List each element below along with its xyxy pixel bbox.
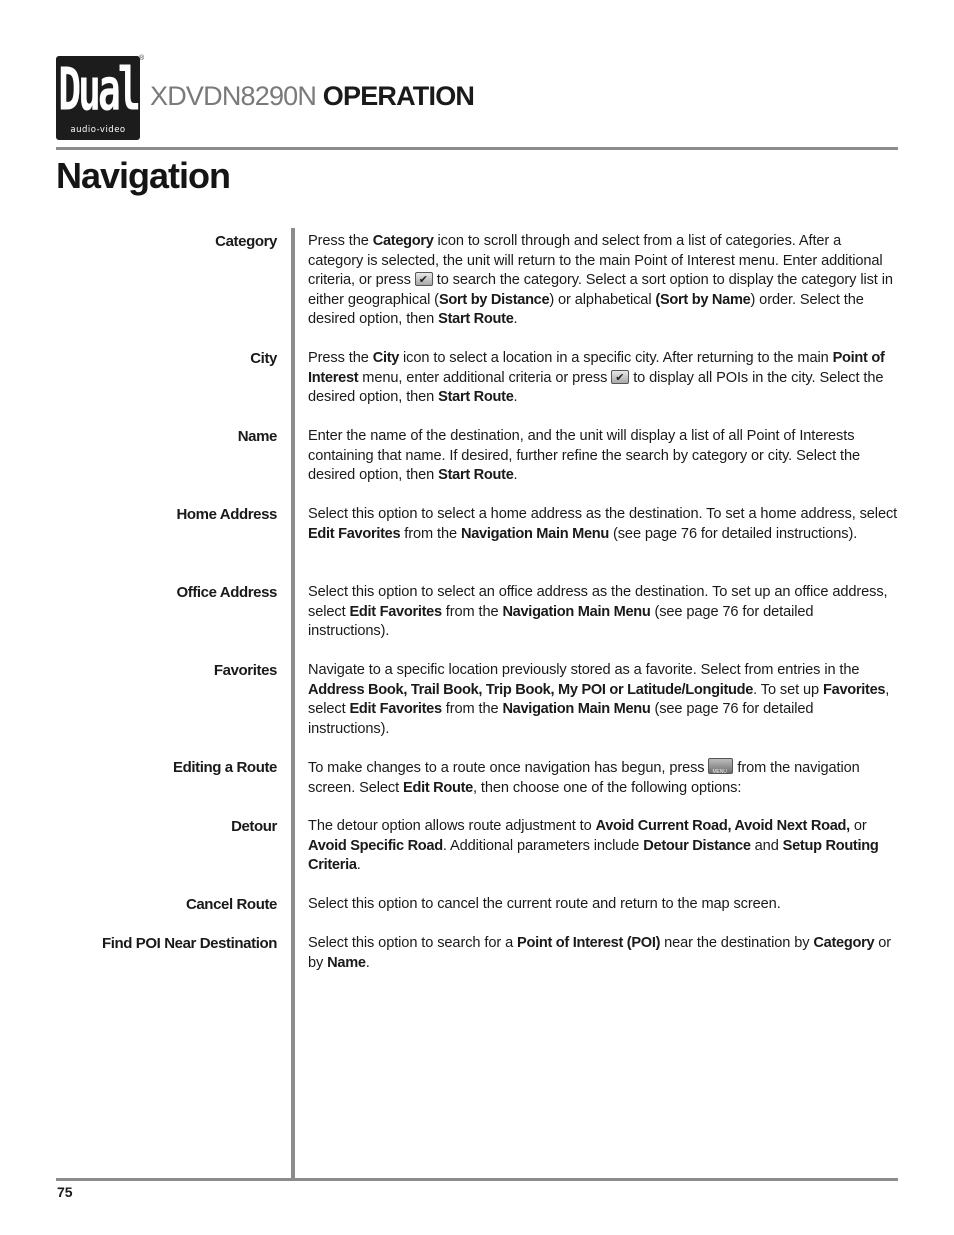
text-run: Press the bbox=[308, 350, 373, 366]
dual-logo bbox=[56, 56, 140, 140]
text-run: from the bbox=[441, 701, 503, 717]
bold-term: Favorites bbox=[823, 681, 886, 698]
definition-description bbox=[308, 505, 898, 544]
definition-term: Name bbox=[237, 428, 277, 445]
column-divider bbox=[291, 228, 295, 1178]
bold-term: Edit Route bbox=[403, 779, 473, 796]
text-run: ) order. Select the desired option, then bbox=[308, 291, 864, 327]
definition-term: Detour bbox=[231, 818, 277, 835]
text-run: to search the category. Select a sort option to display the category list in either geographical ( bbox=[308, 272, 893, 308]
bold-term: City bbox=[372, 350, 400, 366]
bold-term: Edit Favorites bbox=[349, 701, 442, 717]
page-number: 75 bbox=[57, 1184, 73, 1200]
text-run: icon to select a location in a specific city. After returning to the main bbox=[399, 350, 833, 366]
text-run: . bbox=[513, 467, 518, 483]
bold-term: Start Route bbox=[438, 467, 514, 483]
bold-term: Category bbox=[372, 233, 434, 249]
definition-description bbox=[308, 427, 898, 486]
bold-term: Start Route bbox=[438, 311, 514, 327]
definition-term: Office Address bbox=[176, 584, 277, 601]
text-run: near the destination by bbox=[660, 935, 814, 951]
bold-term: Sort by Distance bbox=[438, 291, 550, 308]
text-run: Select this option to search for a bbox=[308, 935, 518, 951]
bold-term: Point of Interest bbox=[308, 350, 885, 386]
model-number: XDVDN8290N bbox=[150, 81, 317, 111]
text-run: , then choose one of the following options: bbox=[473, 779, 742, 796]
bold-term: Setup Routing Criteria bbox=[308, 837, 879, 873]
bold-term: Edit Favorites bbox=[308, 525, 401, 542]
definition-description bbox=[308, 661, 898, 739]
text-run: . bbox=[513, 311, 518, 327]
bold-term: Edit Favorites bbox=[349, 603, 442, 620]
text-run: (see page 76 for detailed instructions). bbox=[308, 603, 814, 639]
text-run: ) or alphabetical bbox=[549, 291, 656, 308]
text-run: and bbox=[750, 837, 783, 854]
text-run: . To set up bbox=[753, 681, 824, 698]
definition-description bbox=[308, 758, 898, 798]
definition-description bbox=[308, 232, 898, 330]
text-run: (see page 76 for detailed instructions). bbox=[308, 701, 814, 737]
logo-subtext: audio-video bbox=[70, 125, 126, 135]
bold-term: Navigation Main Menu bbox=[502, 701, 651, 717]
text-run: from the bbox=[441, 603, 503, 620]
bold-term: (Sort by Name bbox=[655, 291, 751, 308]
text-run: from the bbox=[400, 525, 461, 542]
bold-term: Navigation Main Menu bbox=[460, 525, 610, 542]
definition-term: Cancel Route bbox=[185, 896, 277, 913]
text-run: . bbox=[365, 954, 370, 971]
text-run: or by bbox=[308, 935, 892, 971]
menu-button-icon bbox=[708, 758, 733, 774]
text-run: (see page 76 for detailed instructions). bbox=[609, 525, 858, 542]
text-run: The detour option allows route adjustment to bbox=[308, 818, 596, 834]
checkmark-button-icon bbox=[415, 272, 433, 286]
top-rule bbox=[56, 147, 898, 150]
bold-term: Avoid Current Road, Avoid Next Road, bbox=[595, 818, 850, 834]
definition-description bbox=[308, 583, 898, 642]
definition-term: City bbox=[250, 350, 277, 367]
operation-label: OPERATION bbox=[322, 81, 475, 111]
text-run: Enter the name of the destination, and the unit will display a list of all Point of Interests containing that name. If desired, further refine the search by category or city. Select the desired option, then bbox=[308, 428, 860, 483]
text-run: icon to scroll through and select from a list of categories. After a category is selected, the unit will return to the main Point of Interest menu. Enter additional criteria, or press bbox=[308, 233, 883, 288]
text-run: . Additional parameters include bbox=[442, 837, 644, 854]
text-run: from the navigation screen. Select bbox=[308, 760, 860, 796]
text-run: Press the bbox=[308, 233, 373, 249]
text-run: . bbox=[513, 389, 518, 405]
definition-description bbox=[308, 934, 898, 973]
definition-term: Category bbox=[215, 233, 277, 250]
bold-term: Start Route bbox=[438, 389, 514, 405]
bold-term: Category bbox=[813, 935, 875, 951]
definition-term: Favorites bbox=[213, 662, 277, 679]
logo-word: Dual bbox=[58, 55, 138, 124]
bold-term: Name bbox=[327, 954, 366, 971]
definition-term: Editing a Route bbox=[173, 759, 277, 776]
text-run: . bbox=[356, 857, 361, 873]
definition-description bbox=[308, 817, 898, 876]
definition-description bbox=[308, 895, 898, 915]
bottom-rule bbox=[56, 1178, 898, 1181]
text-run: Select this option to select an office address as the destination. To set up an office address, select bbox=[308, 584, 888, 620]
text-run: menu, enter additional criteria or press bbox=[358, 369, 612, 386]
definition-term: Home Address bbox=[176, 506, 277, 523]
text-run: to display all POIs in the city. Select the desired option, then bbox=[308, 369, 884, 405]
text-run: or bbox=[849, 818, 867, 834]
page-title: Navigation bbox=[56, 155, 231, 196]
definition-term: Find POI Near Destination bbox=[101, 935, 277, 952]
definition-description bbox=[308, 349, 898, 408]
bold-term: Detour Distance bbox=[643, 837, 751, 854]
text-run: To make changes to a route once navigation has begun, press bbox=[308, 760, 709, 776]
bold-term: Address Book, Trail Book, Trip Book, My POI or Latitude/Longitude bbox=[308, 681, 754, 698]
bold-term: Avoid Specific Road bbox=[308, 837, 443, 854]
model-heading bbox=[150, 81, 474, 112]
checkmark-button-icon bbox=[611, 370, 629, 384]
text-run: Select this option to cancel the current route and return to the map screen. bbox=[308, 896, 781, 912]
registered-mark: ® bbox=[139, 55, 145, 62]
text-run: , select bbox=[308, 681, 890, 717]
text-run: Navigate to a specific location previously stored as a favorite. Select from entries in the bbox=[308, 662, 860, 678]
text-run: Select this option to select a home address as the destination. To set a home address, select bbox=[308, 506, 898, 522]
bold-term: Point of Interest (POI) bbox=[517, 935, 661, 951]
bold-term: Navigation Main Menu bbox=[502, 603, 651, 620]
